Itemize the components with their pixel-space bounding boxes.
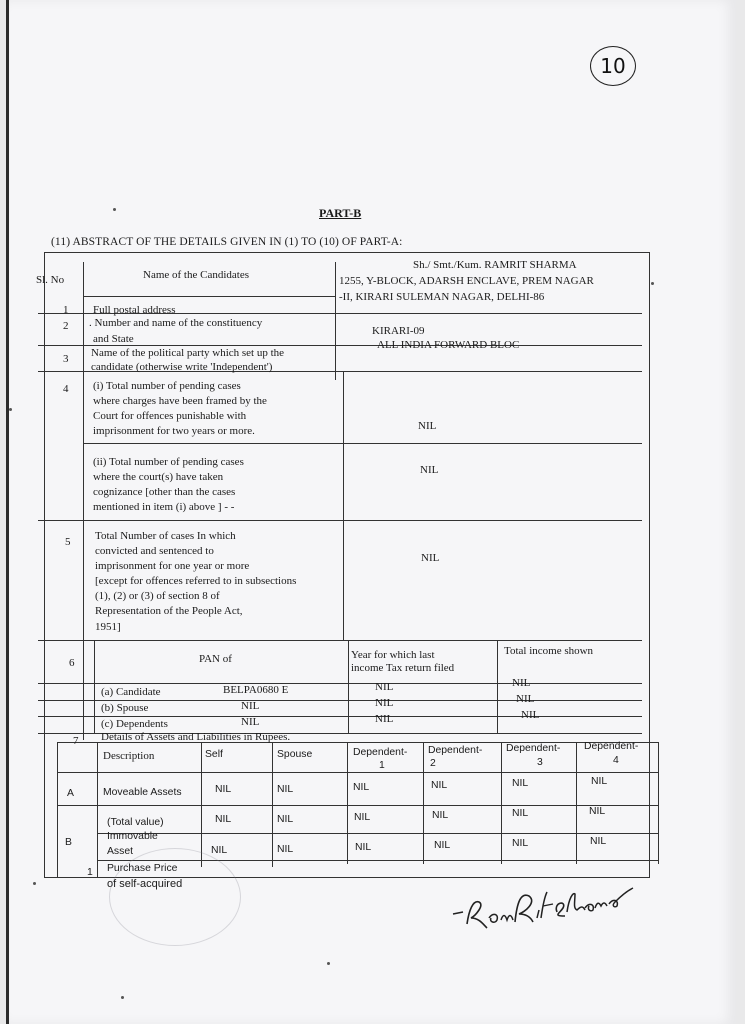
document-page	[6, 0, 736, 1024]
row-label: where the court(s) have taken	[93, 471, 224, 483]
asset-value: NIL	[591, 776, 608, 787]
speck	[651, 282, 654, 285]
grid-line	[97, 833, 659, 834]
asset-value: NIL	[277, 784, 294, 795]
grid-line	[94, 640, 95, 733]
grid-line	[347, 742, 348, 864]
row-label: . Number and name of the constituency	[89, 317, 263, 329]
candidate-name: Sh./ Smt./Kum. RAMRIT SHARMA	[413, 259, 577, 271]
asset-value: NIL	[215, 814, 232, 825]
constituency-value: KIRARI-09	[372, 325, 425, 337]
sub-row-number: 1	[87, 867, 93, 878]
grid-line	[343, 371, 344, 640]
row-label: and State	[93, 333, 134, 345]
grid-line	[501, 742, 502, 864]
grid-line	[348, 640, 349, 733]
convicted-cases-value: NIL	[421, 552, 440, 564]
row-label: cognizance [other than the cases	[93, 486, 236, 498]
party-value: ALL INDIA FORWARD BLOC	[377, 339, 520, 351]
spouse-header: Spouse	[277, 749, 313, 760]
address-line-1: 1255, Y-BLOCK, ADARSH ENCLAVE, PREM NAGAR	[339, 275, 594, 287]
grid-line	[201, 742, 202, 867]
row-number: 3	[63, 353, 69, 365]
grid-line	[83, 262, 84, 740]
part-title: PART-B	[319, 206, 362, 220]
income-header: Total income shown	[504, 645, 594, 657]
asset-value: NIL	[354, 812, 371, 823]
entry-label: (b) Spouse	[101, 702, 149, 714]
moveable-assets-label: Moveable Assets	[103, 787, 182, 798]
grid-line	[658, 742, 659, 864]
dependent-4-header: Dependent-	[584, 741, 639, 752]
asset-value: NIL	[590, 836, 607, 847]
row-label: where charges have been framed by the	[93, 395, 267, 407]
grid-line	[97, 742, 98, 877]
asset-value: NIL	[355, 842, 372, 853]
income-value: NIL	[516, 693, 535, 705]
row-label: Court for offences punishable with	[93, 410, 247, 422]
row-label: 1951]	[95, 621, 121, 633]
row-label: convicted and sentenced to	[95, 545, 214, 557]
asset-value: NIL	[277, 814, 294, 825]
grid-line	[38, 700, 642, 701]
row-label: (ii) Total number of pending cases	[93, 456, 244, 468]
row-number: 6	[69, 657, 75, 669]
asset-value: NIL	[432, 810, 449, 821]
dependent-1-header: Dependent-	[353, 747, 408, 758]
grid-line	[57, 805, 659, 806]
asset-value: NIL	[431, 780, 448, 791]
year-value: NIL	[375, 697, 394, 709]
row-label: Total Number of cases In which	[95, 530, 236, 542]
row-label: Representation of the People Act,	[95, 605, 243, 617]
grid-line	[83, 443, 642, 444]
year-value: NIL	[375, 713, 394, 725]
dependent-2-header: Dependent-	[428, 745, 483, 756]
address-line-2: -II, KIRARI SULEMAN NAGAR, DELHI-86	[339, 291, 545, 303]
row-number: 5	[65, 536, 71, 548]
row-letter: B	[65, 837, 72, 848]
faint-stamp	[109, 848, 241, 946]
grid-line	[576, 742, 577, 864]
immovable-label: Asset	[107, 846, 133, 857]
grid-line	[335, 262, 336, 380]
entry-label: (c) Dependents	[101, 718, 168, 730]
self-header: Self	[205, 749, 223, 760]
signature	[449, 872, 639, 942]
cognizance-cases-value: NIL	[420, 464, 439, 476]
asset-value: NIL	[512, 778, 529, 789]
grid-line	[272, 742, 273, 867]
speck	[327, 962, 330, 965]
row-number: 7	[73, 735, 79, 747]
row-number: 1	[63, 304, 69, 316]
row-label: imprisonment for one year or more	[95, 560, 250, 572]
row-label: Full postal address	[93, 304, 176, 316]
grid-line	[423, 742, 424, 864]
row-label: (1), (2) or (3) of section 8 of	[95, 590, 220, 602]
year-header: Year for which last	[351, 649, 435, 661]
grid-line	[38, 520, 642, 521]
grid-line	[57, 742, 58, 877]
grid-line	[57, 772, 659, 773]
asset-value: NIL	[512, 838, 529, 849]
asset-value: NIL	[211, 845, 228, 856]
dependent-4-number: 4	[613, 755, 619, 766]
col-header-sl: Sl. No	[36, 274, 65, 286]
asset-value: NIL	[512, 808, 529, 819]
income-value: NIL	[521, 709, 540, 721]
row-label: (i) Total number of pending cases	[93, 380, 241, 392]
income-value: NIL	[512, 677, 531, 689]
col-header-name: Name of the Candidates	[143, 269, 249, 281]
grid-line	[38, 683, 642, 684]
pan-header: PAN of	[199, 653, 232, 665]
asset-value: NIL	[277, 844, 294, 855]
dependent-2-number: 2	[430, 758, 436, 769]
asset-value: NIL	[353, 782, 370, 793]
row-label: imprisonment for two years or more.	[93, 425, 255, 437]
dependent-3-number: 3	[537, 757, 543, 768]
pending-cases-value: NIL	[418, 420, 437, 432]
asset-value: NIL	[215, 784, 232, 795]
grid-line	[497, 640, 498, 733]
row-letter: A	[67, 788, 74, 799]
dependent-1-number: 1	[379, 760, 385, 771]
immovable-label: (Total value)	[107, 817, 164, 828]
assets-title: Details of Assets and Liabilities in Rupees.	[101, 731, 291, 743]
speck	[9, 408, 12, 411]
immovable-label: Immovable	[107, 831, 158, 842]
abstract-heading: (11) ABSTRACT OF THE DETAILS GIVEN IN (1) TO (10) OF PART-A:	[51, 236, 403, 248]
speck	[113, 208, 116, 211]
speck	[33, 882, 36, 885]
row-label: [except for offences referred to in subsections	[95, 575, 297, 587]
grid-line	[38, 716, 642, 717]
pan-value: NIL	[241, 716, 260, 728]
speck	[121, 996, 124, 999]
row-number: 2	[63, 320, 69, 332]
row-number: 4	[63, 383, 69, 395]
pan-value: BELPA0680 E	[223, 684, 289, 696]
row-label: mentioned in item (i) above ] - -	[93, 501, 235, 513]
year-value: NIL	[375, 681, 394, 693]
self-acquired-label: of self-acquired	[107, 878, 183, 890]
grid-line	[38, 640, 642, 641]
grid-line	[83, 296, 335, 297]
page-number: 10	[590, 46, 636, 86]
entry-label: (a) Candidate	[101, 686, 161, 698]
asset-value: NIL	[434, 840, 451, 851]
year-header: income Tax return filed	[351, 662, 455, 674]
purchase-price-label: Purchase Price	[107, 863, 178, 874]
asset-value: NIL	[589, 806, 606, 817]
description-header: Description	[103, 750, 155, 762]
dependent-3-header: Dependent-	[506, 743, 561, 754]
row-label: Name of the political party which set up the	[91, 347, 285, 359]
pan-value: NIL	[241, 700, 260, 712]
row-label: candidate (otherwise write 'Independent')	[91, 361, 273, 373]
